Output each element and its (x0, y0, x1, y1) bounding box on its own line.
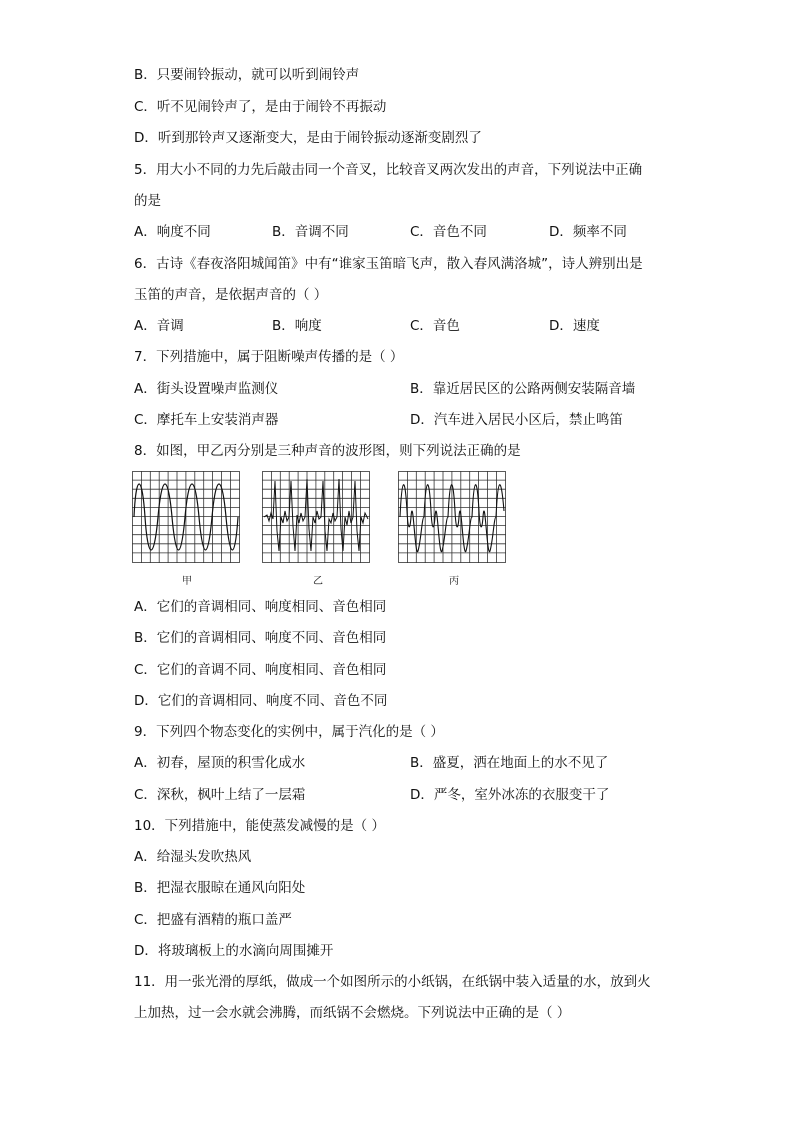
q10-option-a: A．给湿头发吹热风 (134, 849, 252, 865)
q7-option-d: D．汽车进入居民小区后，禁止鸣笛 (410, 412, 623, 428)
waveform-jia (132, 471, 240, 563)
label-bing: 丙 (449, 576, 459, 587)
q8-option-c: C．它们的音调不同、响度相同、音色相同 (134, 662, 387, 678)
q9-option-b: B．盛夏，洒在地面上的水不见了 (410, 755, 609, 771)
q5-stem-line2: 的是 (134, 193, 161, 209)
q11-stem-line2: 上加热，过一会水就会沸腾，而纸锅不会燃烧。下列说法中正确的是（ ） (134, 1005, 571, 1021)
q4-option-b: B．只要闹铃振动，就可以听到闹铃声 (134, 67, 360, 83)
label-yi: 乙 (313, 576, 323, 587)
q7-stem: 7．下列措施中，属于阻断噪声传播的是（ ） (134, 349, 404, 365)
q5-option-a: A．响度不同 (134, 224, 211, 240)
q9-stem: 9．下列四个物态变化的实例中，属于汽化的是（ ） (134, 724, 444, 740)
q4-option-c: C．听不见闹铃声了，是由于闹铃不再振动 (134, 99, 387, 115)
q9-option-c: C．深秋，枫叶上结了一层霜 (134, 787, 306, 803)
label-jia: 甲 (182, 576, 192, 587)
q10-stem: 10．下列措施中，能使蒸发减慢的是（ ） (134, 818, 385, 834)
q8-option-a: A．它们的音调相同、响度相同、音色相同 (134, 599, 387, 615)
q9-option-d: D．严冬，室外冰冻的衣服变干了 (410, 787, 610, 803)
q7-option-b: B．靠近居民区的公路两侧安装隔音墙 (410, 381, 636, 397)
q5-stem-line1: 5．用大小不同的力先后敲击同一个音叉，比较音叉两次发出的声音，下列说法中正确 (134, 162, 643, 178)
q5-option-b: B．音调不同 (272, 224, 349, 240)
q10-option-d: D．将玻璃板上的水滴向周围摊开 (134, 943, 334, 959)
q10-option-b: B．把湿衣服晾在通风向阳处 (134, 880, 306, 896)
q6-option-d: D．速度 (549, 318, 600, 334)
waveform-yi (262, 471, 370, 563)
q8-option-d: D．它们的音调相同、响度不同、音色不同 (134, 693, 388, 709)
q11-stem-line1: 11．用一张光滑的厚纸，做成一个如图所示的小纸锅，在纸锅中装入适量的水，放到火 (134, 974, 651, 990)
q6-option-c: C．音色 (410, 318, 460, 334)
q10-option-c: C．把盛有酒精的瓶口盖严 (134, 912, 292, 928)
q6-option-b: B．响度 (272, 318, 322, 334)
q6-stem-line2: 玉笛的声音，是依据声音的（ ） (134, 287, 328, 303)
q7-option-a: A．街头设置噪声监测仪 (134, 381, 279, 397)
q4-option-d: D．听到那铃声又逐渐变大，是由于闹铃振动逐渐变剧烈了 (134, 130, 482, 146)
q5-option-d: D．频率不同 (549, 224, 627, 240)
q8-option-b: B．它们的音调相同、响度不同、音色相同 (134, 630, 387, 646)
q8-stem: 8．如图，甲乙丙分别是三种声音的波形图，则下列说法正确的是 (134, 443, 521, 459)
q9-option-a: A．初春，屋顶的积雪化成水 (134, 755, 306, 771)
waveform-bing (398, 471, 506, 563)
q6-option-a: A．音调 (134, 318, 184, 334)
q5-option-c: C．音色不同 (410, 224, 487, 240)
q7-option-c: C．摩托车上安装消声器 (134, 412, 279, 428)
q6-stem-line1: 6．古诗《春夜洛阳城闻笛》中有“谁家玉笛暗飞声，散入春风满洛城”，诗人辨别出是 (134, 256, 643, 272)
